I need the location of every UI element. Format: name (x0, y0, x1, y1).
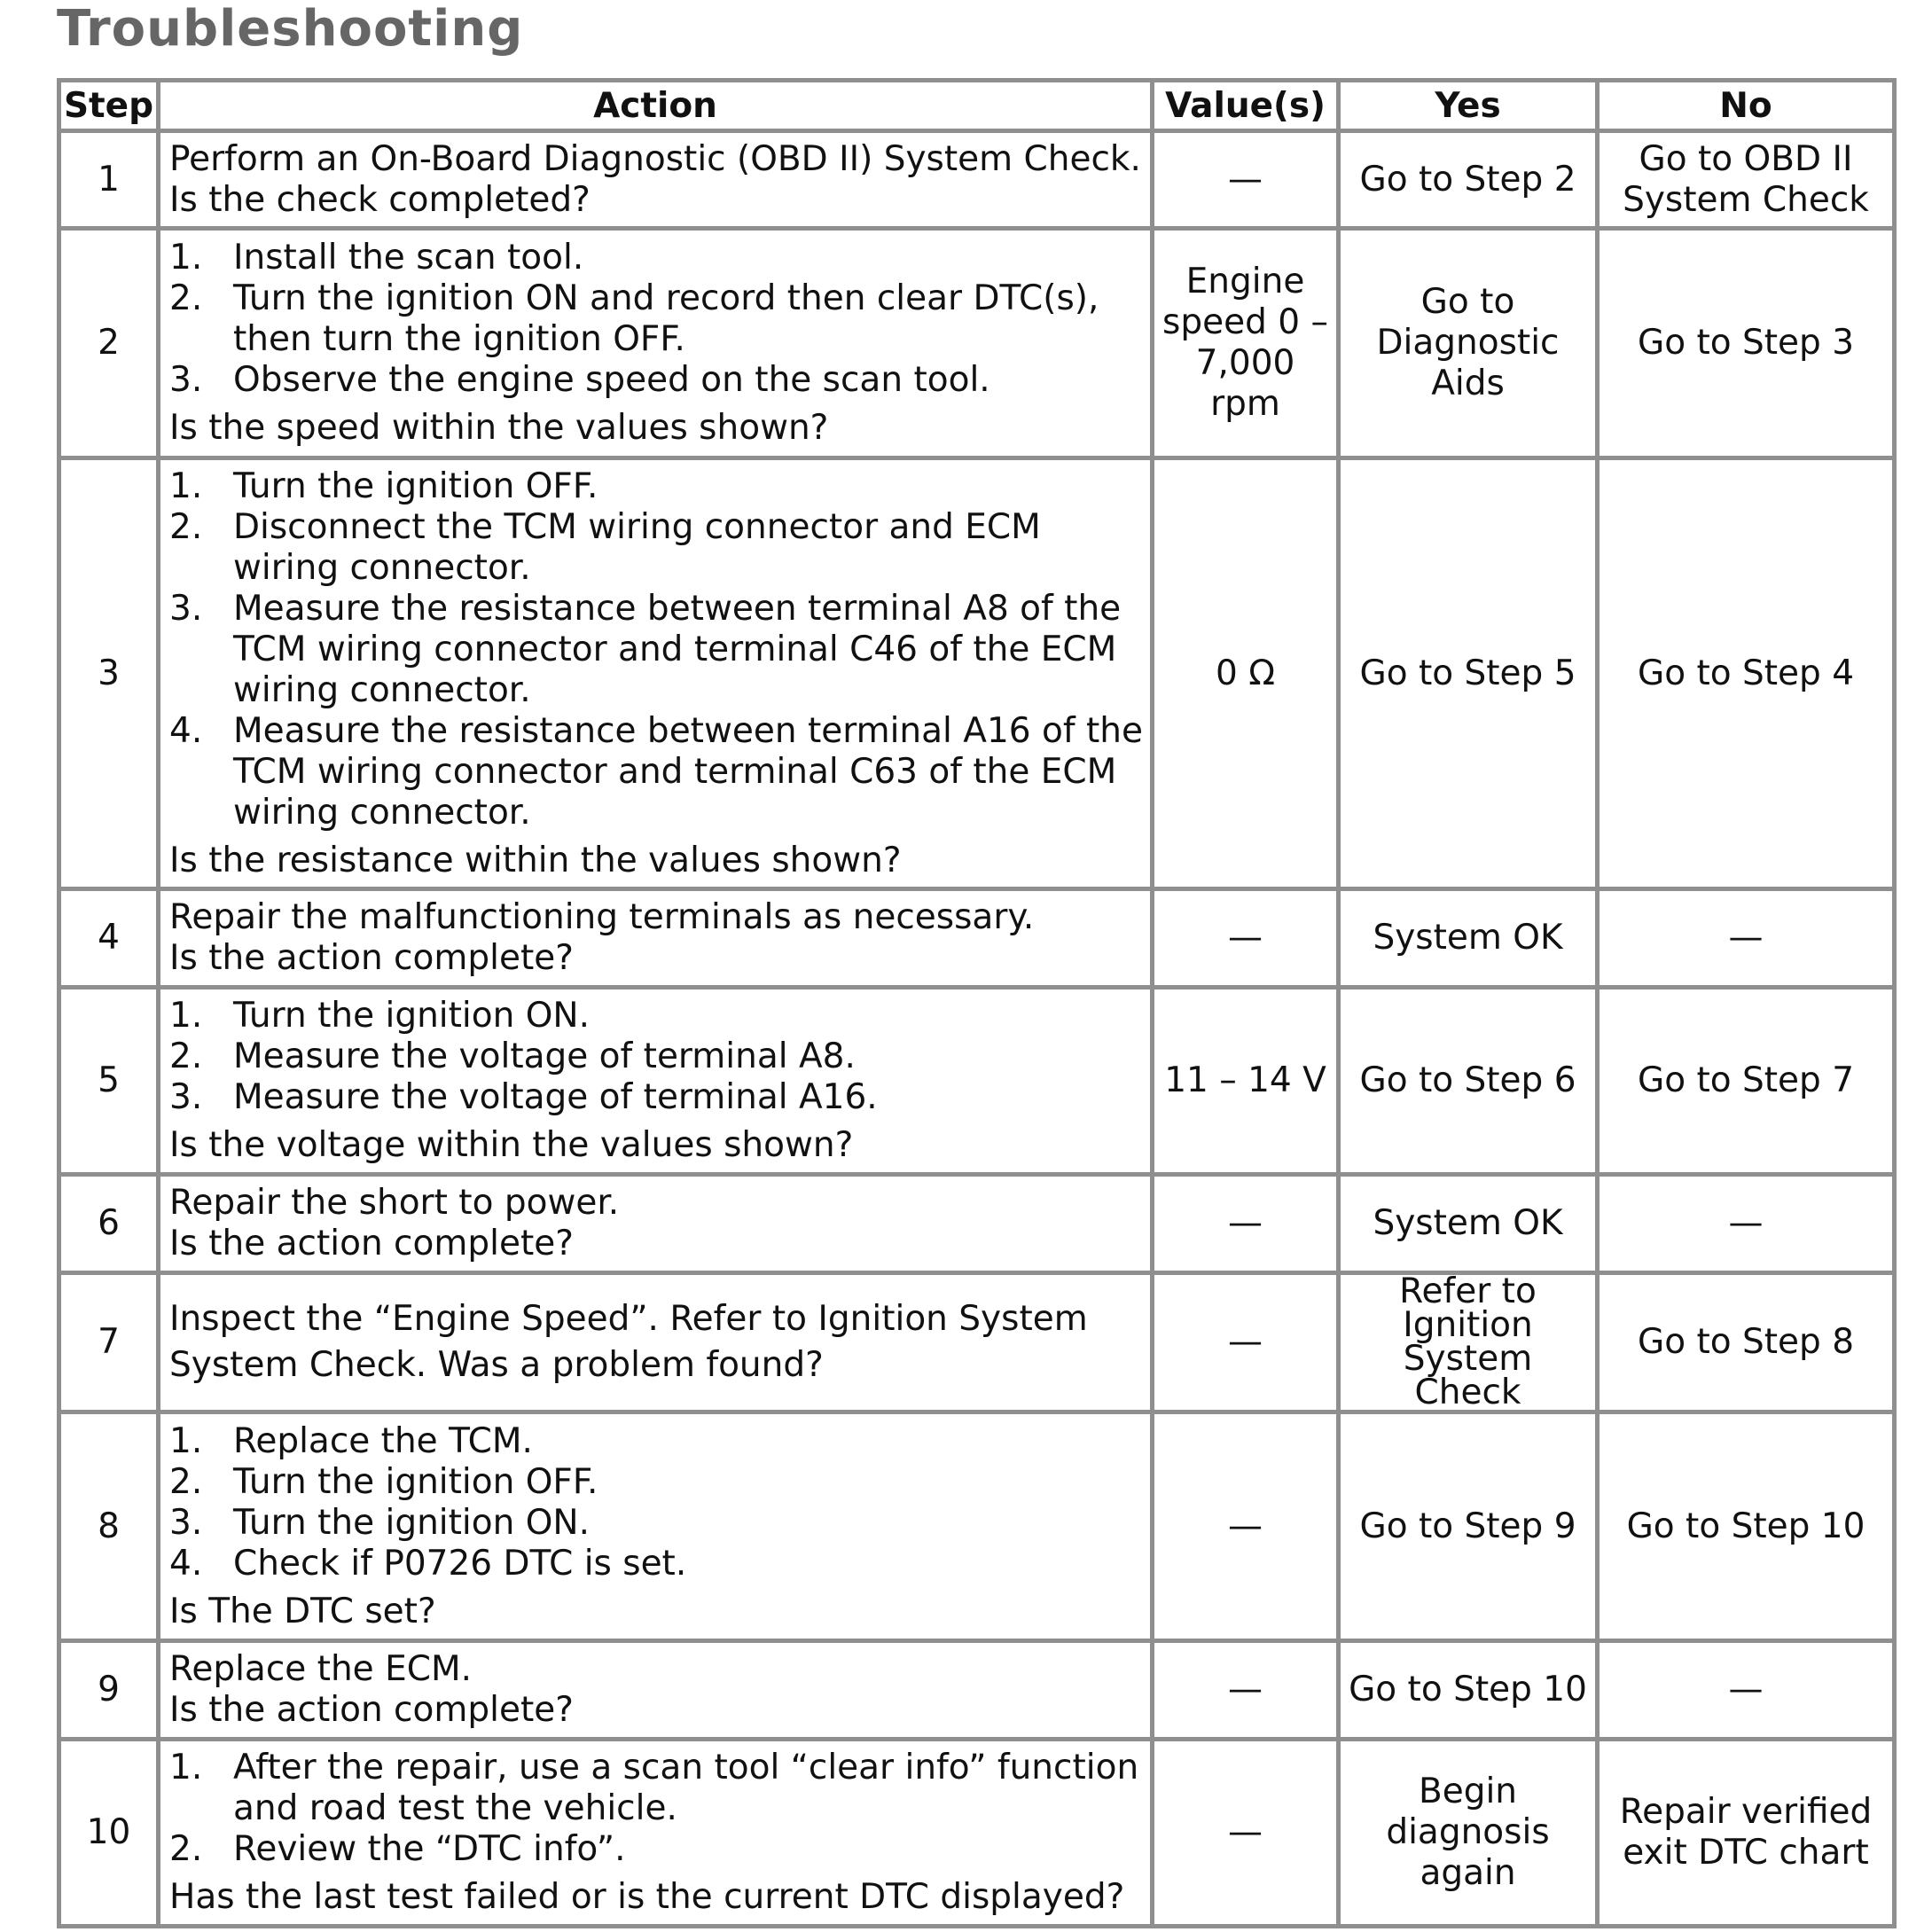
values-cell: — (1153, 1175, 1339, 1273)
action-cell (159, 131, 1153, 229)
action-cell (159, 889, 1153, 988)
step-number: 9 (59, 1641, 159, 1740)
no-cell: Repair verified exit DTC chart (1598, 1740, 1895, 1927)
step-number: 1 (59, 131, 159, 229)
yes-cell: Go to Step 9 (1339, 1412, 1598, 1641)
header-row (59, 81, 1895, 131)
yes-cell: System OK (1339, 889, 1598, 988)
action-item: 1. Install the scan tool. (169, 238, 584, 278)
step-number: 7 (59, 1273, 159, 1412)
action-cell (159, 1740, 1153, 1927)
action-line: System Check. Was a problem found? (169, 1345, 824, 1385)
action-item: 2. Review the “DTC info”. (169, 1829, 626, 1869)
action-item: 1. Turn the ignition OFF. (169, 465, 598, 506)
action-line: Perform an On-Board Diagnostic (OBD II) System Check. (169, 138, 1141, 179)
no-cell: Go to Step 10 (1598, 1412, 1895, 1641)
yes-cell: Go to Step 2 (1339, 131, 1598, 229)
action-question: Is the voltage within the values shown? (169, 1125, 854, 1165)
page-title: Troubleshooting (57, 0, 524, 58)
table-row (59, 1273, 1895, 1412)
action-cell (159, 988, 1153, 1175)
action-question: Has the last test failed or is the current DTC displayed? (169, 1877, 1125, 1917)
header-values: Value(s) (1153, 81, 1339, 131)
step-number: 8 (59, 1412, 159, 1641)
action-cell (159, 1641, 1153, 1740)
step-number: 6 (59, 1175, 159, 1273)
step-number: 5 (59, 988, 159, 1175)
no-cell: Go to Step 7 (1598, 988, 1895, 1175)
action-cell (159, 1273, 1153, 1412)
action-cell (159, 1175, 1153, 1273)
action-item: 3. Measure the resistance between terminal A8 of the TCM wiring connector and terminal C46 of the ECM wiring connector. (169, 588, 1122, 710)
action-item: 2. Measure the voltage of terminal A8. (169, 1036, 856, 1076)
step-number: 3 (59, 458, 159, 889)
action-item: 3. Observe the engine speed on the scan tool. (169, 360, 990, 400)
yes-cell: System OK (1339, 1175, 1598, 1273)
table-row (59, 1740, 1895, 1927)
action-line: Is the check completed? (169, 179, 591, 220)
no-cell: Go to OBD II System Check (1598, 131, 1895, 229)
action-item: 2. Disconnect the TCM wiring connector and ECM wiring connector. (169, 506, 1041, 588)
no-cell: Go to Step 3 (1598, 229, 1895, 458)
values-cell: — (1153, 1412, 1339, 1641)
action-question: Is the speed within the values shown? (169, 408, 829, 448)
yes-cell: Go to Step 10 (1339, 1641, 1598, 1740)
table-row (59, 1175, 1895, 1273)
no-cell: — (1598, 889, 1895, 988)
values-cell: Engine speed 0 – 7,000 rpm (1153, 229, 1339, 458)
action-item: 2. Turn the ignition ON and record then clear DTC(s), then turn the ignition OFF. (169, 278, 1099, 359)
values-cell: — (1153, 131, 1339, 229)
action-line: Is the action complete? (169, 938, 574, 978)
action-item: 1. Replace the TCM. (169, 1420, 533, 1461)
no-cell: — (1598, 1641, 1895, 1740)
no-cell: Go to Step 8 (1598, 1273, 1895, 1412)
action-line: Repair the malfunctioning terminals as necessary. (169, 897, 1035, 937)
action-cell (159, 458, 1153, 889)
action-item: 2. Turn the ignition OFF. (169, 1461, 598, 1502)
action-item: 3. Turn the ignition ON. (169, 1502, 590, 1543)
step-number: 4 (59, 889, 159, 988)
yes-cell: Begin diagnosis again (1339, 1740, 1598, 1927)
no-cell: Go to Step 4 (1598, 458, 1895, 889)
no-cell: — (1598, 1175, 1895, 1273)
values-cell: — (1153, 1641, 1339, 1740)
yes-cell: Go to Step 6 (1339, 988, 1598, 1175)
step-number: 10 (59, 1740, 159, 1927)
yes-cell: Go to Diagnostic Aids (1339, 229, 1598, 458)
yes-cell: Go to Step 5 (1339, 458, 1598, 889)
values-cell: — (1153, 1273, 1339, 1412)
action-item: 4. Measure the resistance between terminal A16 of the TCM wiring connector and terminal C63 of the ECM wiring connector. (169, 710, 1143, 833)
yes-cell: Refer to Ignition System Check (1339, 1273, 1598, 1412)
action-cell (159, 1412, 1153, 1641)
troubleshooting-table (57, 78, 1897, 1928)
values-cell: — (1153, 1740, 1339, 1927)
action-cell (159, 229, 1153, 458)
table-row (59, 1641, 1895, 1740)
table-row (59, 131, 1895, 229)
table-row (59, 229, 1895, 458)
table-row (59, 889, 1895, 988)
action-question: Is The DTC set? (169, 1591, 436, 1631)
action-line: Repair the short to power. (169, 1183, 620, 1223)
action-line: Replace the ECM. (169, 1649, 472, 1689)
action-item: 3. Measure the voltage of terminal A16. (169, 1077, 878, 1117)
action-item: 1. After the repair, use a scan tool “clear info” function and road test the vehicle. (169, 1748, 1139, 1828)
values-cell: 11 – 14 V (1153, 988, 1339, 1175)
table-row (59, 1412, 1895, 1641)
action-item: 4. Check if P0726 DTC is set. (169, 1543, 687, 1584)
table-row (59, 458, 1895, 889)
action-line: Is the action complete? (169, 1690, 574, 1730)
table-row (59, 988, 1895, 1175)
values-cell: 0 Ω (1153, 458, 1339, 889)
action-item: 1. Turn the ignition ON. (169, 996, 590, 1036)
step-number: 2 (59, 229, 159, 458)
header-no: No (1598, 81, 1895, 131)
header-yes: Yes (1339, 81, 1598, 131)
header-action: Action (159, 81, 1153, 131)
action-line: Inspect the “Engine Speed”. Refer to Ignition System (169, 1299, 1088, 1339)
action-line: Is the action complete? (169, 1224, 574, 1263)
header-step: Step (59, 81, 159, 131)
action-question: Is the resistance within the values shown? (169, 840, 902, 880)
values-cell: — (1153, 889, 1339, 988)
